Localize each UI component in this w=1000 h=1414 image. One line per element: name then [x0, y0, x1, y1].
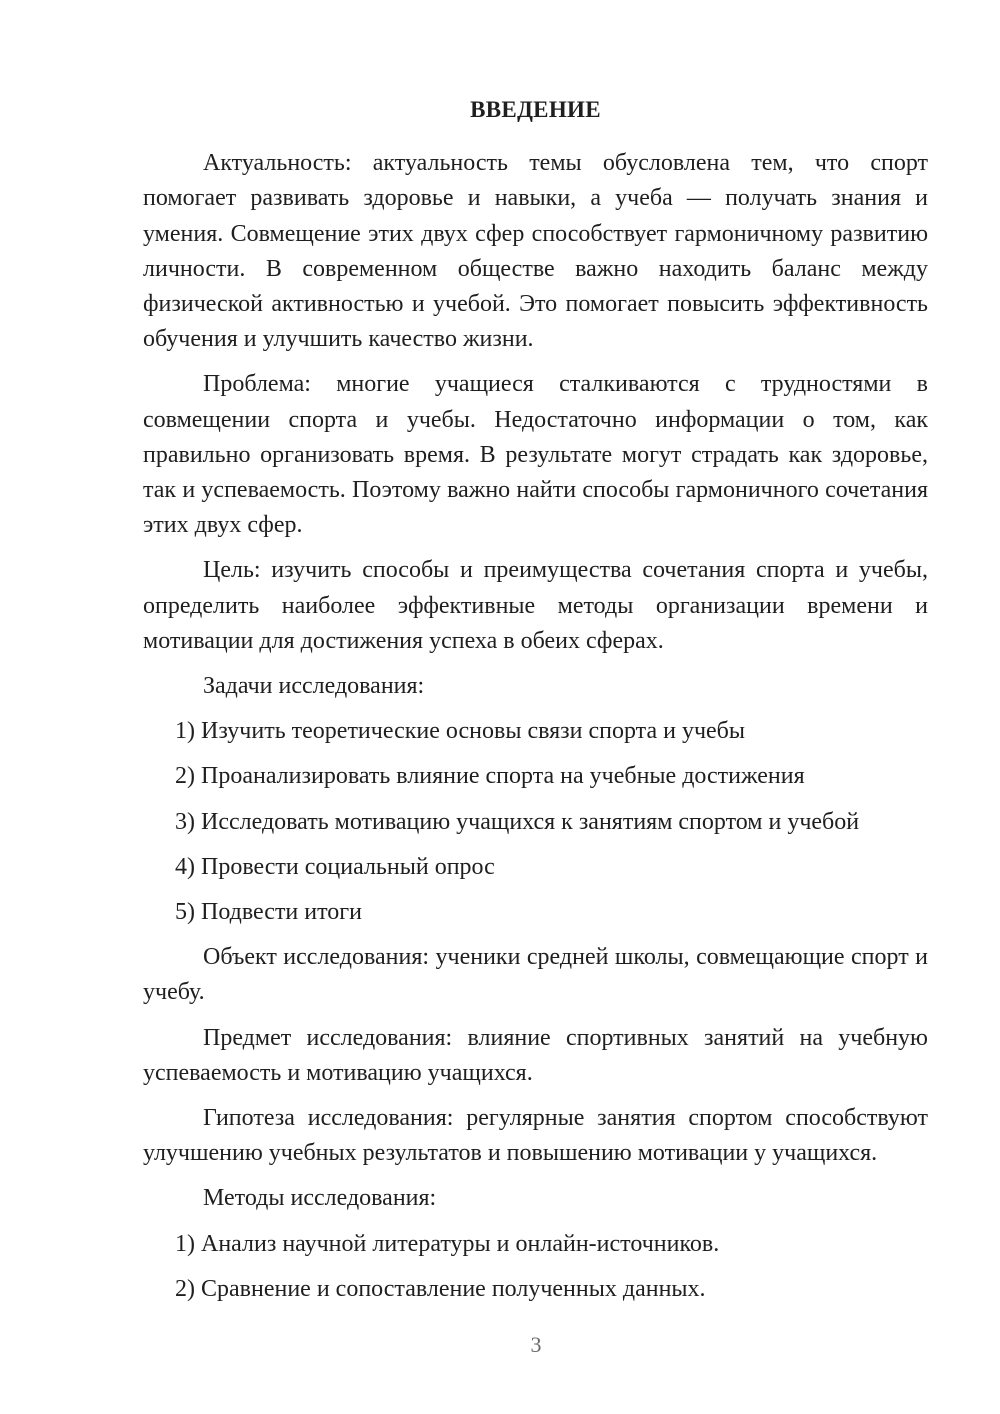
problem-paragraph: Проблема: многие учащиеся сталкиваются с трудностями в совмещении спорта и учебы. Недостаточно информации о том, как правильно организовать время. В результате могут страдать как здоровье, так и успеваемость. Поэтому важно найти способы гармоничного сочетания этих двух сфер.: [143, 371, 928, 539]
list-item: 5) Подвести итоги: [175, 899, 362, 926]
relevance-paragraph: Актуальность: актуальность темы обусловлена тем, что спорт помогает развивать здоровье и навыки, а учеба — получать знания и умения. Совмещение этих двух сфер способствует гармоничному развитию личности. В современном обществе важно находить баланс между физической активностью и учебой. Это помогает повысить эффективность обучения и улучшить качество жизни.: [143, 150, 928, 353]
list-item: 2) Сравнение и сопоставление полученных данных.: [175, 1275, 706, 1302]
page-number: 3: [530, 1332, 542, 1357]
list-item: 1) Изучить теоретические основы связи спорта и учебы: [175, 718, 745, 745]
page-title: ВВЕДЕНИЕ: [470, 97, 601, 122]
list-item: 3) Исследовать мотивацию учащихся к занятиям спортом и учебой: [175, 808, 860, 835]
methods-list: [143, 1227, 928, 1307]
goal-paragraph: Цель: изучить способы и преимущества сочетания спорта и учебы, определить наиболее эффективные методы организации времени и мотивации для достижения успеха в обеих сферах.: [143, 557, 928, 654]
list-item: 1) Анализ научной литературы и онлайн-источников.: [175, 1230, 720, 1257]
tasks-label: Задачи исследования:: [203, 673, 425, 700]
document-body: [143, 92, 928, 1317]
list-item: 2) Проанализировать влияние спорта на учебные достижения: [175, 763, 805, 790]
list-item: 4) Провести социальный опрос: [175, 853, 495, 880]
methods-label: Методы исследования:: [203, 1185, 437, 1212]
tasks-list: [143, 714, 928, 930]
object-paragraph: Объект исследования: ученики средней школы, совмещающие спорт и учебу.: [143, 944, 928, 1006]
subject-paragraph: Предмет исследования: влияние спортивных занятий на учебную успеваемость и мотивацию учащихся.: [143, 1024, 928, 1086]
hypothesis-paragraph: Гипотеза исследования: регулярные занятия спортом способствуют улучшению учебных результатов и повышению мотивации у учащихся.: [143, 1105, 928, 1167]
